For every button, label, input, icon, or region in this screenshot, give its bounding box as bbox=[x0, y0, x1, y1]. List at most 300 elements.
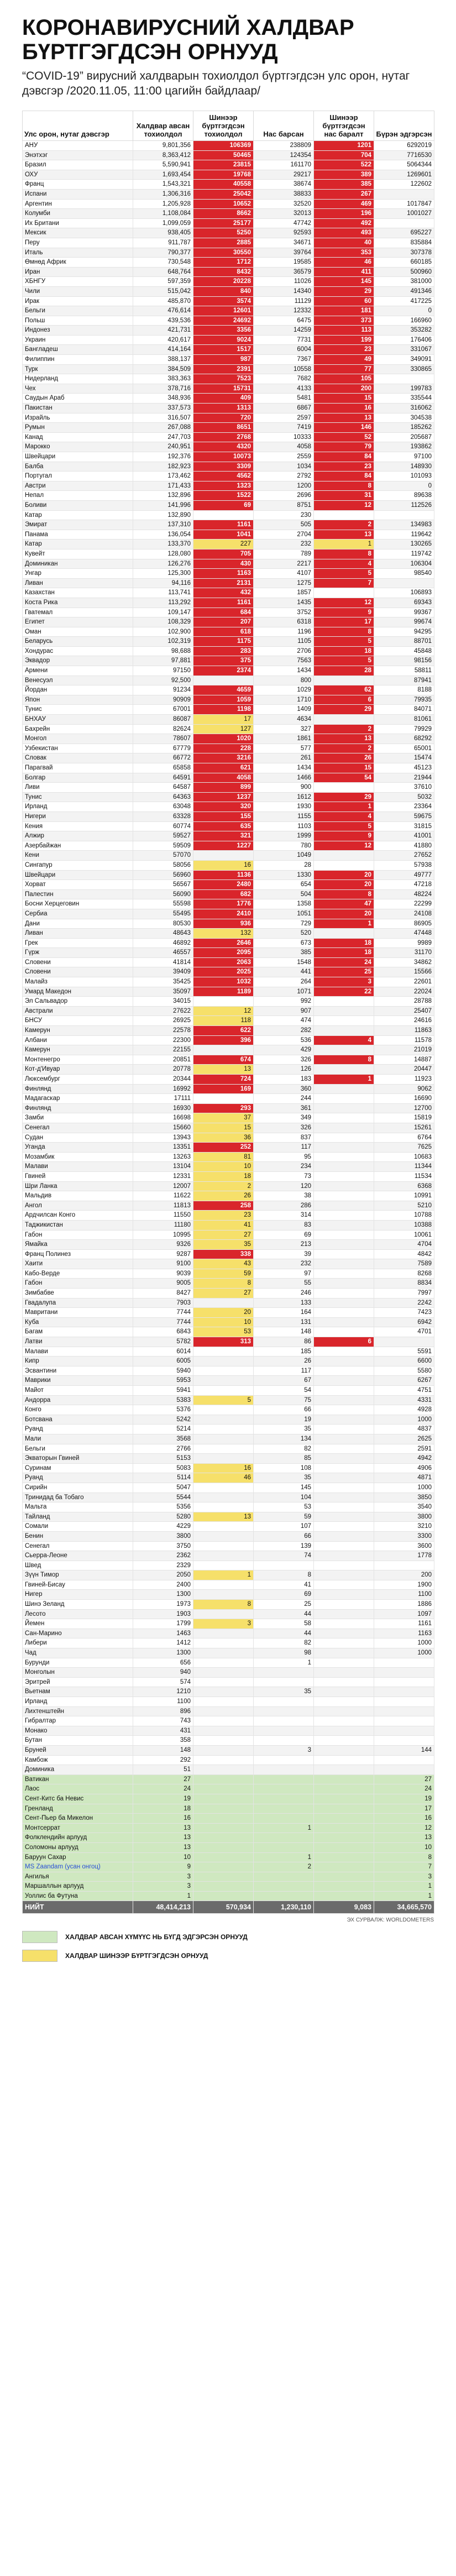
new-deaths-cell bbox=[314, 1249, 374, 1259]
deaths-cell: 6475 bbox=[254, 316, 314, 326]
deaths-cell bbox=[254, 1804, 314, 1814]
deaths-cell: 25 bbox=[254, 1600, 314, 1610]
deaths-cell: 1155 bbox=[254, 811, 314, 821]
new-deaths-cell bbox=[314, 1065, 374, 1075]
deaths-cell: 1071 bbox=[254, 987, 314, 997]
new-cases-cell: 4562 bbox=[193, 472, 254, 481]
deaths-cell: 59 bbox=[254, 1512, 314, 1522]
new-deaths-cell: 62 bbox=[314, 685, 374, 695]
footer bbox=[22, 1917, 434, 1962]
new-cases-cell: 10073 bbox=[193, 452, 254, 462]
cases-cell: 9287 bbox=[133, 1249, 193, 1259]
deaths-cell: 107 bbox=[254, 1522, 314, 1532]
recovered-cell: 9989 bbox=[374, 938, 434, 948]
recovered-cell: 199783 bbox=[374, 384, 434, 394]
table-row bbox=[23, 1570, 434, 1580]
new-deaths-cell: 25 bbox=[314, 967, 374, 977]
new-deaths-cell bbox=[314, 1716, 374, 1726]
cases-cell: 12007 bbox=[133, 1181, 193, 1191]
new-cases-cell: 132 bbox=[193, 929, 254, 939]
recovered-cell bbox=[374, 1697, 434, 1707]
new-cases-cell: 1175 bbox=[193, 637, 254, 647]
cases-cell: 1903 bbox=[133, 1609, 193, 1619]
country-cell: Энэтхэг bbox=[23, 150, 133, 160]
cases-cell: 420,617 bbox=[133, 335, 193, 345]
new-deaths-cell bbox=[314, 1405, 374, 1415]
table-row bbox=[23, 1658, 434, 1668]
new-deaths-cell: 8 bbox=[314, 1055, 374, 1065]
deaths-cell: 36579 bbox=[254, 267, 314, 277]
new-cases-cell: 2885 bbox=[193, 238, 254, 248]
country-cell: Гибралтар bbox=[23, 1716, 133, 1726]
new-deaths-cell: 20 bbox=[314, 880, 374, 890]
new-cases-cell: 1237 bbox=[193, 792, 254, 802]
cases-cell: 574 bbox=[133, 1677, 193, 1687]
country-cell: Португал bbox=[23, 472, 133, 481]
recovered-cell: 4842 bbox=[374, 1249, 434, 1259]
table-row bbox=[23, 1454, 434, 1464]
table-row bbox=[23, 559, 434, 569]
deaths-cell: 327 bbox=[254, 724, 314, 734]
new-deaths-cell: 1 bbox=[314, 802, 374, 812]
cases-cell: 64587 bbox=[133, 783, 193, 793]
new-deaths-cell: 1201 bbox=[314, 141, 374, 151]
deaths-cell: 161170 bbox=[254, 160, 314, 170]
new-deaths-cell bbox=[314, 1327, 374, 1337]
cases-cell: 148 bbox=[133, 1745, 193, 1755]
new-cases-cell: 16 bbox=[193, 860, 254, 870]
new-deaths-cell: 22 bbox=[314, 987, 374, 997]
country-cell: Оман bbox=[23, 627, 133, 637]
recovered-cell: 11344 bbox=[374, 1162, 434, 1172]
table-row bbox=[23, 860, 434, 870]
new-cases-cell: 720 bbox=[193, 413, 254, 423]
deaths-cell: 32013 bbox=[254, 209, 314, 219]
country-cell: Эритрей bbox=[23, 1677, 133, 1687]
recovered-cell: 4906 bbox=[374, 1463, 434, 1473]
deaths-cell: 55 bbox=[254, 1279, 314, 1289]
new-cases-cell bbox=[193, 1376, 254, 1386]
table-row bbox=[23, 1171, 434, 1181]
deaths-cell: 1196 bbox=[254, 627, 314, 637]
country-cell: Маврики bbox=[23, 1376, 133, 1386]
recovered-cell: 5591 bbox=[374, 1347, 434, 1357]
table-row-recovered bbox=[23, 1852, 434, 1862]
country-cell: Азербайжан bbox=[23, 841, 133, 851]
country-cell: Ямайка bbox=[23, 1240, 133, 1250]
country-cell: Хаити bbox=[23, 1259, 133, 1269]
country-cell: Нигер bbox=[23, 1590, 133, 1600]
country-cell: Израйль bbox=[23, 413, 133, 423]
new-cases-cell: 4659 bbox=[193, 685, 254, 695]
country-cell: Баруун Сахар bbox=[23, 1852, 133, 1862]
new-cases-cell: 1198 bbox=[193, 705, 254, 715]
deaths-cell: 53 bbox=[254, 1502, 314, 1512]
deaths-cell: 69 bbox=[254, 1590, 314, 1600]
table-row bbox=[23, 1230, 434, 1240]
deaths-cell: 1435 bbox=[254, 598, 314, 608]
deaths-cell: 246 bbox=[254, 1289, 314, 1299]
table-row bbox=[23, 432, 434, 442]
recovered-cell: 5064344 bbox=[374, 160, 434, 170]
new-deaths-cell: 267 bbox=[314, 189, 374, 199]
table-row bbox=[23, 997, 434, 1007]
deaths-cell: 97 bbox=[254, 1269, 314, 1279]
table-row bbox=[23, 977, 434, 987]
recovered-cell: 15819 bbox=[374, 1113, 434, 1123]
new-deaths-cell bbox=[314, 1376, 374, 1386]
new-deaths-cell: 52 bbox=[314, 432, 374, 442]
country-cell: Чили bbox=[23, 286, 133, 296]
deaths-cell: 7731 bbox=[254, 335, 314, 345]
cases-cell: 940 bbox=[133, 1668, 193, 1678]
table-row bbox=[23, 929, 434, 939]
new-cases-cell: 2131 bbox=[193, 578, 254, 588]
country-cell: Чех bbox=[23, 384, 133, 394]
recovered-cell: 5210 bbox=[374, 1201, 434, 1211]
recovered-cell: 1097 bbox=[374, 1609, 434, 1619]
new-cases-cell: 1163 bbox=[193, 569, 254, 579]
country-cell: Шинэ Зеланд bbox=[23, 1600, 133, 1610]
new-deaths-cell: 8 bbox=[314, 627, 374, 637]
country-cell: Кипр bbox=[23, 1357, 133, 1366]
table-row bbox=[23, 1434, 434, 1444]
country-cell: Мальдив bbox=[23, 1191, 133, 1201]
new-deaths-cell bbox=[314, 1658, 374, 1668]
recovered-cell: 193862 bbox=[374, 442, 434, 452]
country-cell: Финлянд bbox=[23, 1084, 133, 1094]
cases-cell: 82624 bbox=[133, 724, 193, 734]
country-cell: MS Zaandam (усан онгоц) bbox=[23, 1862, 133, 1872]
cases-cell: 91234 bbox=[133, 685, 193, 695]
recovered-cell: 122602 bbox=[374, 180, 434, 190]
new-cases-cell: 16 bbox=[193, 1463, 254, 1473]
table-row-recovered bbox=[23, 1804, 434, 1814]
recovered-cell: 1017847 bbox=[374, 199, 434, 209]
country-cell: Швейцари bbox=[23, 870, 133, 880]
cases-cell: 16992 bbox=[133, 1084, 193, 1094]
country-cell: Таджикистан bbox=[23, 1220, 133, 1230]
new-cases-cell: 20228 bbox=[193, 277, 254, 287]
new-deaths-cell: 29 bbox=[314, 286, 374, 296]
new-deaths-cell bbox=[314, 1765, 374, 1775]
country-cell: Гватемал bbox=[23, 608, 133, 617]
new-deaths-cell: 54 bbox=[314, 773, 374, 783]
cases-cell: 743 bbox=[133, 1716, 193, 1726]
deaths-cell: 98 bbox=[254, 1648, 314, 1658]
new-cases-cell: 10652 bbox=[193, 199, 254, 209]
deaths-cell: 32520 bbox=[254, 199, 314, 209]
country-cell: Руанд bbox=[23, 1425, 133, 1434]
deaths-cell: 8751 bbox=[254, 500, 314, 510]
deaths-cell: 82 bbox=[254, 1638, 314, 1648]
cases-cell: 34015 bbox=[133, 997, 193, 1007]
country-cell: Либери bbox=[23, 1638, 133, 1648]
new-deaths-cell bbox=[314, 1677, 374, 1687]
new-deaths-cell: 46 bbox=[314, 258, 374, 268]
cases-cell: 16930 bbox=[133, 1103, 193, 1113]
cases-cell: 5242 bbox=[133, 1415, 193, 1425]
recovered-cell: 13 bbox=[374, 1833, 434, 1843]
table-row bbox=[23, 491, 434, 501]
cases-cell: 125,300 bbox=[133, 569, 193, 579]
deaths-cell: 10558 bbox=[254, 364, 314, 374]
new-deaths-cell bbox=[314, 1590, 374, 1600]
new-cases-cell: 2 bbox=[193, 1181, 254, 1191]
country-cell: Ботсвана bbox=[23, 1415, 133, 1425]
country-cell: Сенегал bbox=[23, 1123, 133, 1133]
table-row bbox=[23, 180, 434, 190]
new-cases-cell: 1 bbox=[193, 1570, 254, 1580]
country-cell: Парагвай bbox=[23, 763, 133, 773]
table-row bbox=[23, 1755, 434, 1765]
new-cases-cell bbox=[193, 1852, 254, 1862]
deaths-cell: 1330 bbox=[254, 870, 314, 880]
cases-cell: 22578 bbox=[133, 1026, 193, 1036]
new-deaths-cell bbox=[314, 1755, 374, 1765]
new-deaths-cell bbox=[314, 1580, 374, 1590]
new-deaths-cell: 493 bbox=[314, 228, 374, 238]
new-cases-cell: 2095 bbox=[193, 948, 254, 958]
table-row bbox=[23, 1055, 434, 1065]
table-row bbox=[23, 1765, 434, 1775]
table-row bbox=[23, 773, 434, 783]
table-row bbox=[23, 695, 434, 705]
deaths-cell: 361 bbox=[254, 1103, 314, 1113]
deaths-cell bbox=[254, 1677, 314, 1687]
new-cases-cell: 35 bbox=[193, 1240, 254, 1250]
country-cell: Латви bbox=[23, 1337, 133, 1347]
new-deaths-cell bbox=[314, 1006, 374, 1016]
recovered-cell: 88701 bbox=[374, 637, 434, 647]
legend-label-new: ХАЛДВАР ШИНЭЭР БҮРТГЭГДСЭН ОРНУУД bbox=[65, 1952, 208, 1960]
new-cases-cell: 2410 bbox=[193, 909, 254, 919]
country-cell: Бруней bbox=[23, 1745, 133, 1755]
new-cases-cell bbox=[193, 1736, 254, 1746]
new-cases-cell: 936 bbox=[193, 919, 254, 929]
deaths-cell: 213 bbox=[254, 1240, 314, 1250]
new-deaths-cell: 5 bbox=[314, 637, 374, 647]
cases-cell: 5280 bbox=[133, 1512, 193, 1522]
deaths-cell: 26 bbox=[254, 1357, 314, 1366]
cases-cell: 247,703 bbox=[133, 432, 193, 442]
recovered-cell: 25407 bbox=[374, 1006, 434, 1016]
cases-cell: 316,507 bbox=[133, 413, 193, 423]
recovered-cell: 4942 bbox=[374, 1454, 434, 1464]
cases-cell: 431 bbox=[133, 1726, 193, 1736]
table-row bbox=[23, 228, 434, 238]
country-cell: Малайз bbox=[23, 977, 133, 987]
total-value: 9,083 bbox=[314, 1901, 374, 1914]
new-deaths-cell bbox=[314, 1444, 374, 1454]
new-cases-cell: 15 bbox=[193, 1123, 254, 1133]
new-deaths-cell bbox=[314, 1133, 374, 1143]
new-deaths-cell bbox=[314, 588, 374, 598]
new-deaths-cell bbox=[314, 1143, 374, 1153]
new-deaths-cell: 522 bbox=[314, 160, 374, 170]
cases-cell: 1300 bbox=[133, 1648, 193, 1658]
deaths-cell: 10333 bbox=[254, 432, 314, 442]
deaths-cell: 234 bbox=[254, 1162, 314, 1172]
country-cell: Сент-Пьер ба Микелон bbox=[23, 1814, 133, 1824]
cases-cell: 141,996 bbox=[133, 500, 193, 510]
recovered-cell: 57938 bbox=[374, 860, 434, 870]
deaths-cell: 66 bbox=[254, 1531, 314, 1541]
table-header-row bbox=[23, 111, 434, 141]
deaths-cell: 82 bbox=[254, 1444, 314, 1454]
new-deaths-cell bbox=[314, 1016, 374, 1026]
cases-cell: 18 bbox=[133, 1804, 193, 1814]
cases-cell: 55598 bbox=[133, 899, 193, 909]
deaths-cell: 83 bbox=[254, 1220, 314, 1230]
country-cell: Филиппин bbox=[23, 355, 133, 365]
new-cases-cell: 313 bbox=[193, 1337, 254, 1347]
recovered-cell bbox=[374, 1561, 434, 1570]
cases-cell: 59527 bbox=[133, 831, 193, 841]
deaths-cell: 5481 bbox=[254, 394, 314, 404]
new-deaths-cell: 18 bbox=[314, 646, 374, 656]
new-cases-cell bbox=[193, 1405, 254, 1415]
table-row bbox=[23, 462, 434, 472]
recovered-cell: 10061 bbox=[374, 1230, 434, 1240]
country-cell: Алжир bbox=[23, 831, 133, 841]
new-cases-cell: 2025 bbox=[193, 967, 254, 977]
new-deaths-cell bbox=[314, 1833, 374, 1843]
new-deaths-cell bbox=[314, 1736, 374, 1746]
cases-cell: 26925 bbox=[133, 1016, 193, 1026]
new-deaths-cell bbox=[314, 1298, 374, 1308]
new-cases-cell: 50465 bbox=[193, 150, 254, 160]
country-cell: Ливан bbox=[23, 578, 133, 588]
new-deaths-cell bbox=[314, 1347, 374, 1357]
table-row-recovered bbox=[23, 1814, 434, 1824]
table-row bbox=[23, 1619, 434, 1629]
deaths-cell: 282 bbox=[254, 1026, 314, 1036]
new-cases-cell: 36 bbox=[193, 1133, 254, 1143]
new-cases-cell bbox=[193, 1386, 254, 1396]
table-row bbox=[23, 530, 434, 540]
cases-cell: 65858 bbox=[133, 763, 193, 773]
new-cases-cell: 1776 bbox=[193, 899, 254, 909]
cases-cell: 348,936 bbox=[133, 394, 193, 404]
deaths-cell: 505 bbox=[254, 520, 314, 530]
new-deaths-cell bbox=[314, 715, 374, 725]
deaths-cell: 504 bbox=[254, 889, 314, 899]
recovered-cell: 4701 bbox=[374, 1327, 434, 1337]
new-cases-cell: 1313 bbox=[193, 404, 254, 413]
country-cell: Эмират bbox=[23, 520, 133, 530]
recovered-cell bbox=[374, 1687, 434, 1697]
cases-cell: 240,951 bbox=[133, 442, 193, 452]
country-cell: Сент-Китс ба Невис bbox=[23, 1794, 133, 1804]
country-cell: Руанд bbox=[23, 1473, 133, 1483]
country-cell: Италь bbox=[23, 248, 133, 258]
cases-cell: 66772 bbox=[133, 753, 193, 763]
new-deaths-cell bbox=[314, 1814, 374, 1824]
deaths-cell bbox=[254, 1736, 314, 1746]
new-cases-cell bbox=[193, 1045, 254, 1055]
cases-cell: 267,088 bbox=[133, 423, 193, 433]
table-row bbox=[23, 569, 434, 579]
cases-cell: 171,433 bbox=[133, 481, 193, 491]
deaths-cell: 38 bbox=[254, 1191, 314, 1201]
new-deaths-cell: 1 bbox=[314, 540, 374, 549]
deaths-cell: 108 bbox=[254, 1463, 314, 1473]
table-row bbox=[23, 1337, 434, 1347]
recovered-cell: 660185 bbox=[374, 258, 434, 268]
recovered-cell: 106893 bbox=[374, 588, 434, 598]
table-row bbox=[23, 296, 434, 306]
cases-cell: 1463 bbox=[133, 1629, 193, 1638]
new-cases-cell bbox=[193, 1561, 254, 1570]
new-deaths-cell bbox=[314, 1882, 374, 1892]
cases-cell: 64591 bbox=[133, 773, 193, 783]
new-cases-cell: 1522 bbox=[193, 491, 254, 501]
recovered-cell: 200 bbox=[374, 1570, 434, 1580]
new-deaths-cell bbox=[314, 1862, 374, 1872]
country-cell: Финлянд bbox=[23, 1103, 133, 1113]
cases-cell: 2766 bbox=[133, 1444, 193, 1454]
cases-cell: 515,042 bbox=[133, 286, 193, 296]
new-cases-cell bbox=[193, 1794, 254, 1804]
new-deaths-cell: 18 bbox=[314, 938, 374, 948]
new-cases-cell: 705 bbox=[193, 549, 254, 559]
cases-cell: 92,500 bbox=[133, 676, 193, 685]
new-deaths-cell bbox=[314, 1415, 374, 1425]
country-cell: БНСУ bbox=[23, 1016, 133, 1026]
country-cell: Албани bbox=[23, 1035, 133, 1045]
table-row bbox=[23, 1133, 434, 1143]
new-deaths-cell bbox=[314, 1201, 374, 1211]
new-deaths-cell: 47 bbox=[314, 899, 374, 909]
table-row bbox=[23, 189, 434, 199]
total-value: 48,414,213 bbox=[133, 1901, 193, 1914]
deaths-cell bbox=[254, 1891, 314, 1901]
table-row bbox=[23, 919, 434, 929]
country-cell: Непал bbox=[23, 491, 133, 501]
recovered-cell: 5580 bbox=[374, 1366, 434, 1376]
table-row bbox=[23, 753, 434, 763]
new-cases-cell bbox=[193, 1687, 254, 1697]
new-deaths-cell bbox=[314, 1386, 374, 1396]
new-cases-cell: 8432 bbox=[193, 267, 254, 277]
deaths-cell: 11129 bbox=[254, 296, 314, 306]
cases-cell: 8427 bbox=[133, 1289, 193, 1299]
new-cases-cell: 30550 bbox=[193, 248, 254, 258]
new-cases-cell: 674 bbox=[193, 1055, 254, 1065]
country-cell: Тринидад ба Тобаго bbox=[23, 1493, 133, 1502]
cases-cell: 64363 bbox=[133, 792, 193, 802]
recovered-cell: 12 bbox=[374, 1823, 434, 1833]
country-cell: Доминика bbox=[23, 1765, 133, 1775]
new-cases-cell: 1136 bbox=[193, 870, 254, 880]
recovered-cell: 27 bbox=[374, 1774, 434, 1784]
recovered-cell: 59675 bbox=[374, 811, 434, 821]
recovered-cell: 22601 bbox=[374, 977, 434, 987]
deaths-cell: 7682 bbox=[254, 374, 314, 384]
deaths-cell: 789 bbox=[254, 549, 314, 559]
country-cell: Австри bbox=[23, 481, 133, 491]
country-cell: Монако bbox=[23, 1726, 133, 1736]
deaths-cell: 28 bbox=[254, 860, 314, 870]
cases-cell: 5953 bbox=[133, 1376, 193, 1386]
new-deaths-cell bbox=[314, 1561, 374, 1570]
recovered-cell: 34862 bbox=[374, 957, 434, 967]
recovered-cell: 4751 bbox=[374, 1386, 434, 1396]
recovered-cell bbox=[374, 1668, 434, 1678]
cases-cell: 19 bbox=[133, 1794, 193, 1804]
country-cell: Узбекистан bbox=[23, 744, 133, 753]
